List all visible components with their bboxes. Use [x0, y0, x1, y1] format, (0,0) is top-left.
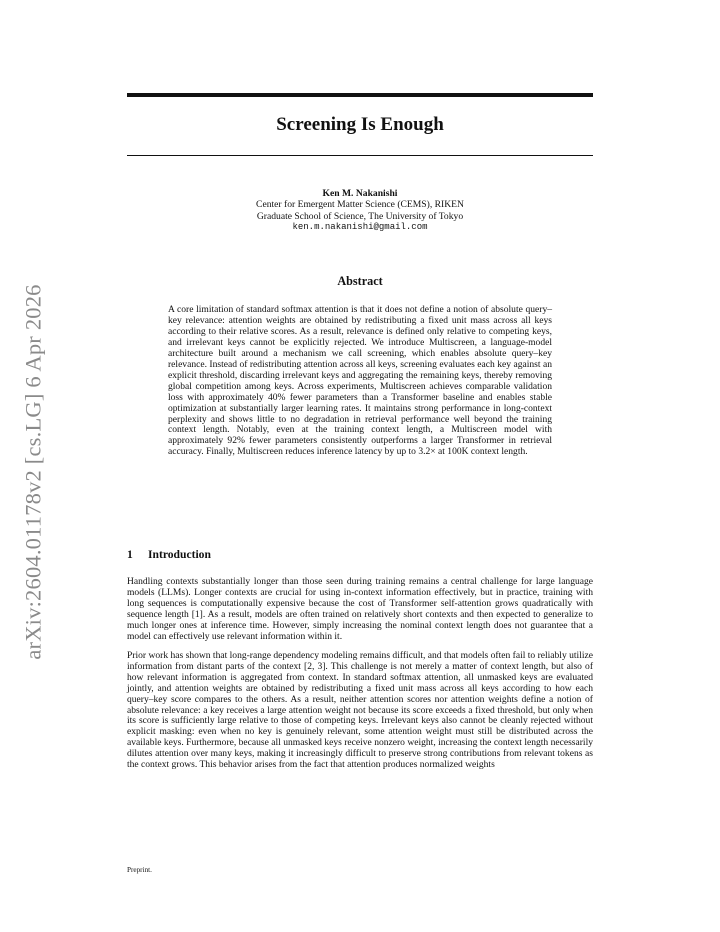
title-bottom-rule: [127, 155, 593, 156]
arxiv-identifier-text: arXiv:2604.01178v2 [cs.LG] 6 Apr 2026: [21, 284, 46, 660]
author-name: Ken M. Nakanishi: [322, 188, 398, 199]
abstract-heading: Abstract: [337, 274, 383, 288]
author-affiliation-2: Graduate School of Science, The University of Tokyo: [256, 210, 464, 222]
footer-preprint-note: Preprint.: [127, 866, 152, 874]
abstract-text: A core limitation of standard softmax attention is that it does not define a notion of absolute query–key relevance: attention weights are obtained by redistributing a fixed unit mass across all keys according to their relative scores. As a result, relevance is defined only relative to competing keys, and irrelevant keys cannot be explicitly rejected. We introduce Multiscreen, a language-model architecture built around a mechanism we call screening, which enables absolute query–key relevance. Instead of redistributing attention across all keys, screening evaluates each key against an explicit threshold, discarding irrelevant keys and aggregating the remaining keys, thereby removing global competition among keys. Across experiments, Multiscreen achieves comparable validation loss with approximately 40% fewer parameters than a Transformer baseline and enables stable optimization at substantially larger learning rates. It maintains strong performance in long-context perplexity and shows little to no degradation in retrieval performance well beyond the training context length. Notably, even at the training context length, a Multiscreen model with approximately 92% fewer parameters consistently outperforms a larger Transformer in retrieval accuracy. Finally, Multiscreen reduces inference latency by up to 3.2× at 100K context length.: [168, 304, 552, 458]
intro-paragraph-1: Handling contexts substantially longer than those seen during training remains a central challenge for large language models (LLMs). Longer contexts are crucial for using in-context information effectively, but in practice, training with long sequences is computationally expensive because the cost of Transformer self-attention grows quadratically with sequence length [1]. As a result, models are often trained on relatively short contexts and then expected to generalize to much longer ones at inference time. However, simply increasing the nominal context length does not guarantee that a model can effectively use relevant information within it.: [127, 576, 593, 642]
author-affiliation-1: Center for Emergent Matter Science (CEMS), RIKEN: [256, 199, 464, 211]
paper-title: Screening Is Enough: [276, 114, 444, 135]
title-top-rule: [127, 93, 593, 97]
section-heading-introduction: [127, 548, 211, 561]
author-email: ken.m.nakanishi@gmail.com: [292, 221, 428, 232]
section-title: Introduction: [148, 548, 211, 561]
author-block: [127, 188, 593, 233]
arxiv-identifier-stamp: [14, 262, 54, 682]
section-number: 1: [127, 548, 133, 561]
intro-paragraph-2: Prior work has shown that long-range dependency modeling remains difficult, and that models often fail to reliably utilize information from distant parts of the context [2, 3]. This challenge is not merely a matter of context length, but also of how relevant information is aggregated from context. In standard softmax attention, all unmasked keys are evaluated jointly, and attention weights are obtained by redistributing a fixed unit mass across all keys according to how each query–key score compares to the others. As a result, neither attention scores nor attention weights define a notion of absolute relevance: a key receives a large attention weight not because its score exceeds a fixed threshold, but only when its score is sufficiently large relative to those of competing keys. Irrelevant keys also cannot be cleanly rejected without explicit masking: even when no key is genuinely relevant, some attention weight must still be distributed across the available keys. Furthermore, because all unmasked keys receive nonzero weight, increasing the context length necessarily dilutes attention over many keys, making it increasingly difficult to preserve strong contributions from relevant tokens as the context grows. This behavior arises from the fact that attention produces normalized weights: [127, 650, 593, 771]
